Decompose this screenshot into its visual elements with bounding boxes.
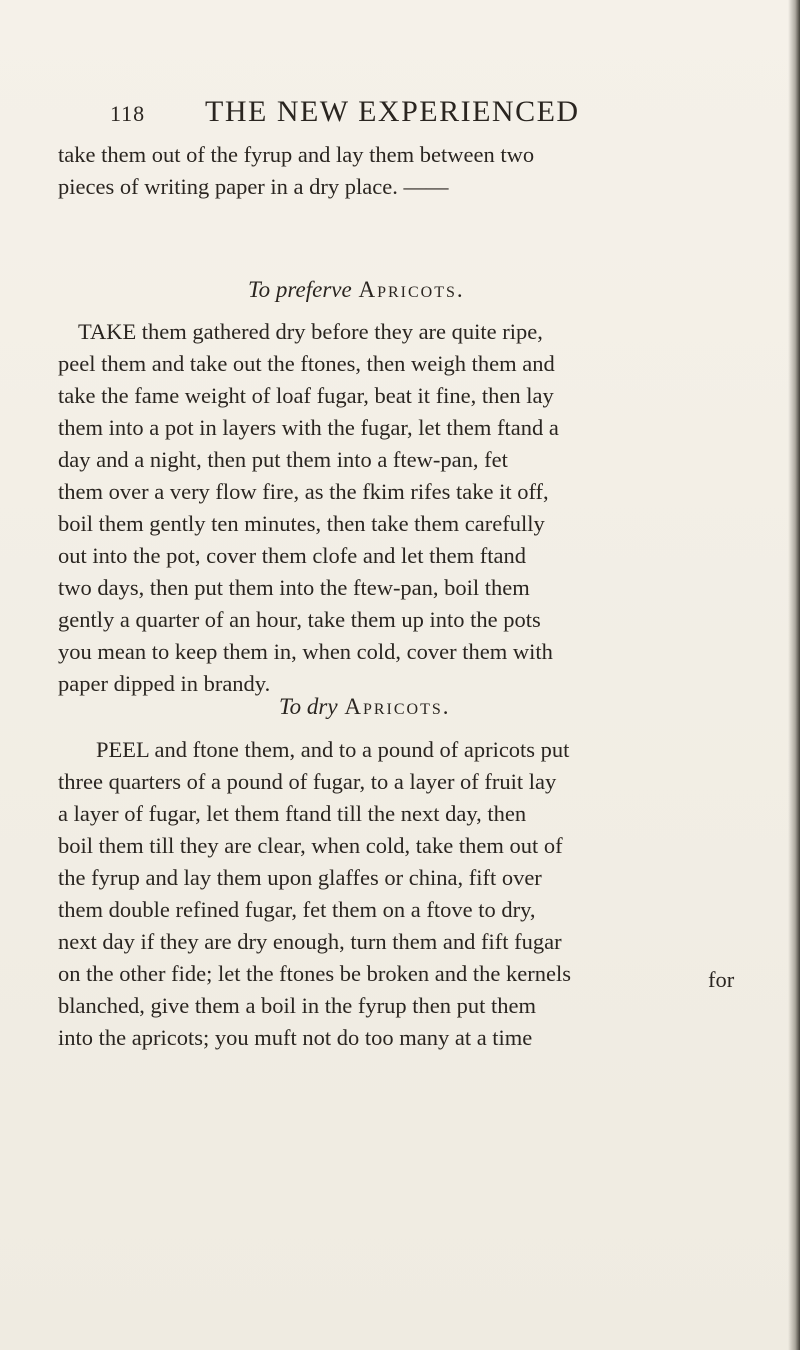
text-line: TAKE them gathered dry before they are quite ripe, xyxy=(78,319,543,344)
continuation-text xyxy=(58,139,748,203)
catchword: for xyxy=(708,967,735,992)
text-line: a layer of fugar, let them ftand till the next day, then xyxy=(58,801,527,826)
text-line: PEEL and ftone them, and to a pound of apricots put xyxy=(96,737,570,762)
text-line: them into a pot in layers with the fugar, let them ftand a xyxy=(58,415,559,440)
text-line: gently a quarter of an hour, take them up into the pots xyxy=(58,607,541,632)
text-line: out into the pot, cover them clofe and let them ftand xyxy=(58,543,526,568)
page-header xyxy=(110,93,750,133)
text-line: paper dipped in brandy. xyxy=(58,671,271,696)
text-line: two days, then put them into the ftew-pan, boil them xyxy=(58,575,530,600)
text-line: blanched, give them a boil in the fyrup then put them xyxy=(58,993,537,1018)
text-line: boil them gently ten minutes, then take them carefully xyxy=(58,511,545,536)
text-line: into the apricots; you muft not do too many at a time xyxy=(58,1025,533,1050)
text-line: next day if they are dry enough, turn them and fift fugar xyxy=(58,929,562,954)
text-line: the fyrup and lay them upon glaffes or china, fift over xyxy=(58,865,542,890)
running-head: THE NEW EXPERIENCED xyxy=(205,95,580,128)
text-line: boil them till they are clear, when cold, take them out of xyxy=(58,833,563,858)
text-line: on the other fide; let the ftones be broken and the kernels xyxy=(58,961,571,986)
text-line: them over a very flow fire, as the fkim rifes take it off, xyxy=(58,479,549,504)
page-edge-shadow xyxy=(788,0,800,1350)
heading-italic: To preferve xyxy=(248,277,352,302)
text-line: you mean to keep them in, when cold, cover them with xyxy=(58,639,553,664)
section-body-preserve xyxy=(58,316,748,700)
text-line: take the fame weight of loaf fugar, beat it fine, then lay xyxy=(58,383,554,408)
text-line: three quarters of a pound of fugar, to a layer of fruit lay xyxy=(58,769,557,794)
section-heading-dry xyxy=(279,694,451,720)
text-line: day and a night, then put them into a ftew-pan, fet xyxy=(58,447,508,472)
text-line: take them out of the fyrup and lay them between two xyxy=(58,142,535,167)
heading-caps: Apricots. xyxy=(358,277,465,302)
text-line: pieces of writing paper in a dry place. —— xyxy=(58,174,449,199)
text-line: them double refined fugar, fet them on a ftove to dry, xyxy=(58,897,536,922)
page-number: 118 xyxy=(110,101,146,126)
section-heading-preserve xyxy=(248,277,465,303)
heading-caps: Apricots. xyxy=(344,694,451,719)
heading-italic: To dry xyxy=(279,694,338,719)
section-body-dry xyxy=(58,734,748,1054)
text-line: peel them and take out the ftones, then weigh them and xyxy=(58,351,555,376)
